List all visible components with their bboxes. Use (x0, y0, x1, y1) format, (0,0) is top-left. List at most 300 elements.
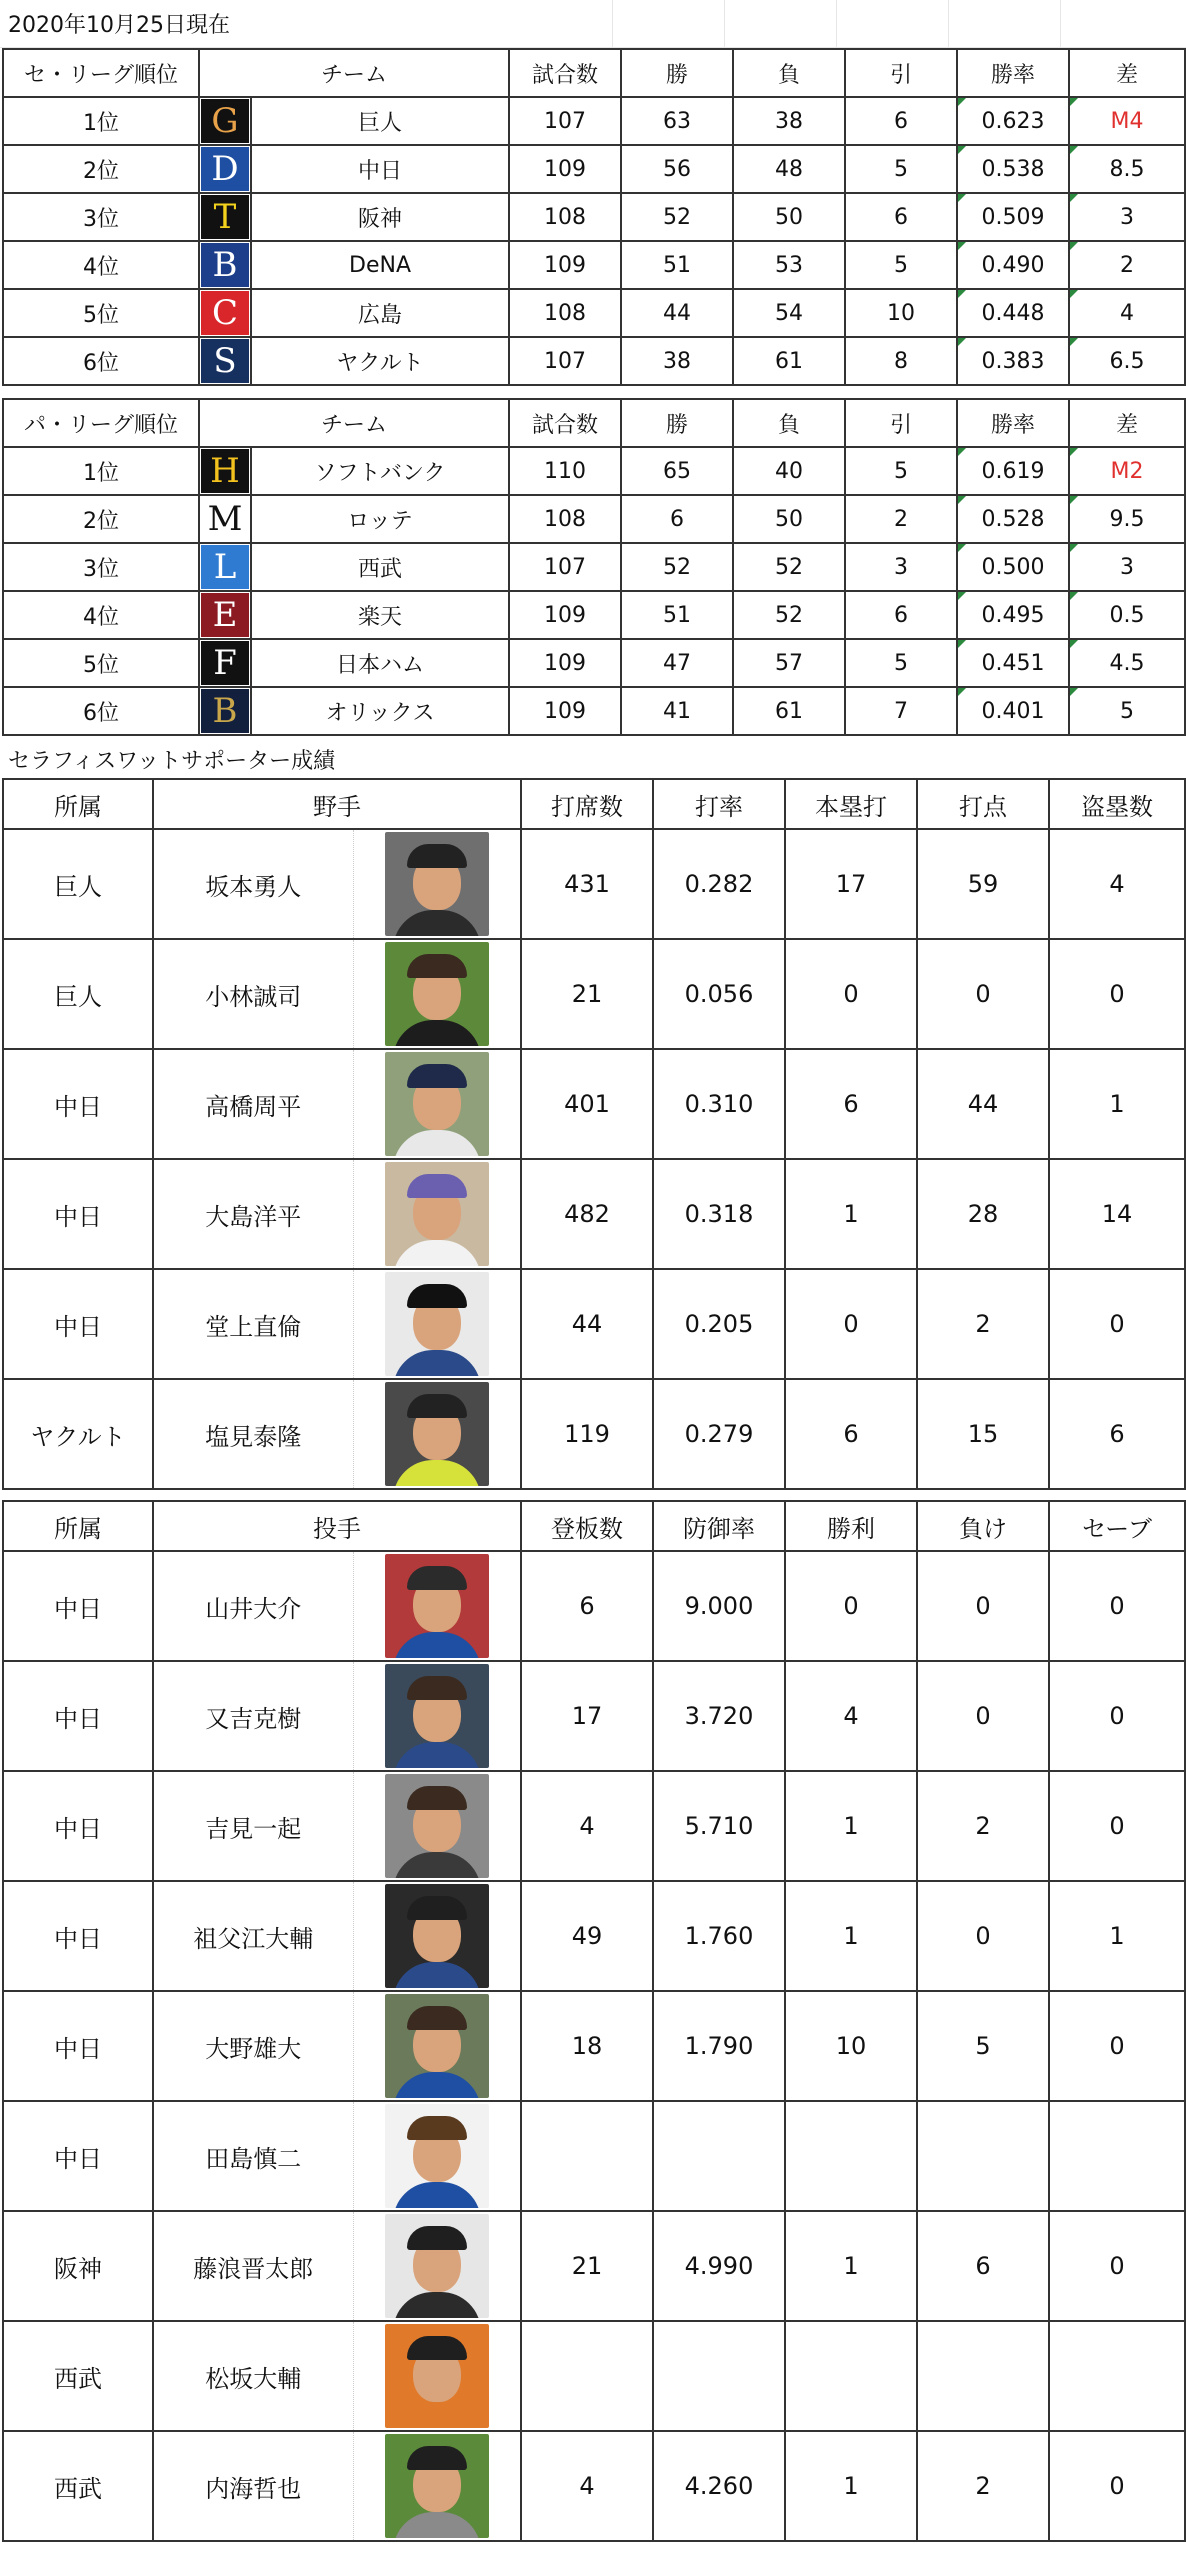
team-name-cell: 楽天 (251, 591, 509, 639)
player-photo-cell (353, 1379, 521, 1489)
stat-cell-5: 4 (1049, 829, 1185, 939)
wins-cell: 63 (621, 97, 733, 145)
wins-cell: 51 (621, 241, 733, 289)
player-name-cell: 大野雄大 (153, 1991, 353, 2101)
stat-cell-3: 0 (785, 1269, 917, 1379)
rank-cell: 1位 (3, 447, 199, 495)
losses-cell: 52 (733, 591, 845, 639)
player-name-cell: 山井大介 (153, 1551, 353, 1661)
draws-cell: 5 (845, 241, 957, 289)
header-rbi: 打点 (917, 779, 1049, 829)
stat-cell-4: 44 (917, 1049, 1049, 1159)
player-name-cell: 堂上直倫 (153, 1269, 353, 1379)
stat-cell-2: 0.279 (653, 1379, 785, 1489)
header-wins: 勝利 (785, 1501, 917, 1551)
header-player: 野手 (153, 779, 521, 829)
team-logo-icon: B (201, 243, 249, 287)
team-logo-cell (199, 97, 251, 145)
team-name-cell: ヤクルト (251, 337, 509, 385)
stat-cell-3: 1 (785, 1159, 917, 1269)
header-pct: 勝率 (957, 399, 1069, 447)
stat-cell-4 (917, 2101, 1049, 2211)
player-photo (385, 1994, 489, 2098)
draws-cell: 8 (845, 337, 957, 385)
affiliation-cell: 中日 (3, 1049, 153, 1159)
player-photo-cell (353, 2321, 521, 2431)
player-photo-cell (353, 1881, 521, 1991)
stat-cell-4: 0 (917, 1551, 1049, 1661)
player-name-cell: 内海哲也 (153, 2431, 353, 2541)
player-photo-cell (353, 1551, 521, 1661)
stat-cell-5: 0 (1049, 939, 1185, 1049)
draws-cell: 5 (845, 145, 957, 193)
games-behind-cell: 4.5 (1069, 639, 1185, 687)
stat-cell-4: 0 (917, 1881, 1049, 1991)
win-pct-cell: 0.490 (957, 241, 1069, 289)
standings-row (3, 687, 1185, 735)
stat-cell-2: 0.205 (653, 1269, 785, 1379)
team-logo-cell (199, 145, 251, 193)
header-appearances: 登板数 (521, 1501, 653, 1551)
draws-cell: 10 (845, 289, 957, 337)
stat-cell-2: 4.990 (653, 2211, 785, 2321)
player-name-cell: 藤浪晋太郎 (153, 2211, 353, 2321)
team-logo-cell (199, 241, 251, 289)
header-losses: 負 (733, 399, 845, 447)
standings-row (3, 543, 1185, 591)
team-name-cell: 広島 (251, 289, 509, 337)
player-photo (385, 1884, 489, 1988)
player-name-cell: 田島慎二 (153, 2101, 353, 2211)
stat-cell-3: 17 (785, 829, 917, 939)
wins-cell: 44 (621, 289, 733, 337)
wins-cell: 52 (621, 543, 733, 591)
pacific-league-standings (2, 398, 1186, 736)
stat-cell-1: 119 (521, 1379, 653, 1489)
pitchers-header-row (3, 1501, 1185, 1551)
standings-row (3, 289, 1185, 337)
player-photo-cell (353, 829, 521, 939)
header-affiliation: 所属 (3, 779, 153, 829)
player-name-cell: 高橋周平 (153, 1049, 353, 1159)
rank-cell: 2位 (3, 495, 199, 543)
games-cell: 109 (509, 145, 621, 193)
win-pct-cell: 0.383 (957, 337, 1069, 385)
stat-cell-4: 2 (917, 1269, 1049, 1379)
stat-cell-5: 0 (1049, 1269, 1185, 1379)
stat-cell-2: 1.760 (653, 1881, 785, 1991)
win-pct-cell: 0.401 (957, 687, 1069, 735)
player-row (3, 2431, 1185, 2541)
stat-cell-2: 0.318 (653, 1159, 785, 1269)
central-league-standings (2, 48, 1186, 386)
player-row (3, 2211, 1185, 2321)
rank-cell: 2位 (3, 145, 199, 193)
draws-cell: 6 (845, 193, 957, 241)
affiliation-cell: 中日 (3, 1551, 153, 1661)
player-name-cell: 大島洋平 (153, 1159, 353, 1269)
stat-cell-5: 0 (1049, 2431, 1185, 2541)
affiliation-cell: 巨人 (3, 939, 153, 1049)
stat-cell-2: 9.000 (653, 1551, 785, 1661)
affiliation-cell: 西武 (3, 2321, 153, 2431)
team-name-cell: 日本ハム (251, 639, 509, 687)
stat-cell-2: 4.260 (653, 2431, 785, 2541)
batters-stats-table (2, 778, 1186, 1490)
win-pct-cell: 0.509 (957, 193, 1069, 241)
player-photo-cell (353, 2431, 521, 2541)
win-pct-cell: 0.538 (957, 145, 1069, 193)
stat-cell-3: 0 (785, 1551, 917, 1661)
player-photo (385, 832, 489, 936)
stat-cell-1 (521, 2101, 653, 2211)
stat-cell-2: 3.720 (653, 1661, 785, 1771)
affiliation-cell: 中日 (3, 1771, 153, 1881)
stat-cell-5: 0 (1049, 2211, 1185, 2321)
wins-cell: 6 (621, 495, 733, 543)
player-name-cell: 坂本勇人 (153, 829, 353, 939)
draws-cell: 2 (845, 495, 957, 543)
player-photo (385, 1272, 489, 1376)
player-name-cell: 祖父江大輔 (153, 1881, 353, 1991)
affiliation-cell: 巨人 (3, 829, 153, 939)
wins-cell: 52 (621, 193, 733, 241)
team-name-cell: 阪神 (251, 193, 509, 241)
games-behind-cell: 5 (1069, 687, 1185, 735)
stat-cell-1: 21 (521, 939, 653, 1049)
standings-row (3, 193, 1185, 241)
team-name-cell: 中日 (251, 145, 509, 193)
player-photo-cell (353, 1159, 521, 1269)
games-cell: 109 (509, 591, 621, 639)
losses-cell: 61 (733, 337, 845, 385)
wins-cell: 47 (621, 639, 733, 687)
affiliation-cell: 中日 (3, 1991, 153, 2101)
stat-cell-1: 49 (521, 1881, 653, 1991)
stat-cell-2: 0.056 (653, 939, 785, 1049)
header-pitcher: 投手 (153, 1501, 521, 1551)
player-row (3, 829, 1185, 939)
header-games: 試合数 (509, 49, 621, 97)
header-affiliation: 所属 (3, 1501, 153, 1551)
player-photo-cell (353, 2101, 521, 2211)
header-wins: 勝 (621, 49, 733, 97)
draws-cell: 5 (845, 639, 957, 687)
stat-cell-3: 0 (785, 939, 917, 1049)
stat-cell-5: 6 (1049, 1379, 1185, 1489)
stat-cell-2 (653, 2321, 785, 2431)
stat-cell-4: 59 (917, 829, 1049, 939)
affiliation-cell: 中日 (3, 1661, 153, 1771)
wins-cell: 65 (621, 447, 733, 495)
pitchers-stats-table (2, 1500, 1186, 2542)
win-pct-cell: 0.619 (957, 447, 1069, 495)
header-gb: 差 (1069, 49, 1185, 97)
player-photo-cell (353, 1661, 521, 1771)
stat-cell-1: 482 (521, 1159, 653, 1269)
affiliation-cell: 中日 (3, 2101, 153, 2211)
rank-cell: 3位 (3, 193, 199, 241)
player-photo (385, 1554, 489, 1658)
player-name-cell: 松坂大輔 (153, 2321, 353, 2431)
games-cell: 108 (509, 495, 621, 543)
stat-cell-4: 28 (917, 1159, 1049, 1269)
player-row (3, 939, 1185, 1049)
team-logo-cell (199, 447, 251, 495)
team-logo-cell (199, 289, 251, 337)
stat-cell-4 (917, 2321, 1049, 2431)
rank-cell: 6位 (3, 687, 199, 735)
affiliation-cell: 中日 (3, 1159, 153, 1269)
player-photo (385, 1052, 489, 1156)
header-draws: 引 (845, 399, 957, 447)
player-row (3, 2321, 1185, 2431)
player-photo (385, 942, 489, 1046)
header-wins: 勝 (621, 399, 733, 447)
stat-cell-5: 0 (1049, 1771, 1185, 1881)
games-cell: 107 (509, 97, 621, 145)
losses-cell: 53 (733, 241, 845, 289)
header-draws: 引 (845, 49, 957, 97)
team-name-cell: ロッテ (251, 495, 509, 543)
team-name-cell: 西武 (251, 543, 509, 591)
header-stolen-bases: 盗塁数 (1049, 779, 1185, 829)
header-era: 防御率 (653, 1501, 785, 1551)
date-header: 2020年10月25日現在 (0, 0, 500, 48)
player-row (3, 1379, 1185, 1489)
player-row (3, 1771, 1185, 1881)
central-header-row (3, 49, 1185, 97)
player-row (3, 1661, 1185, 1771)
team-logo-icon: H (201, 449, 249, 493)
stat-cell-5: 1 (1049, 1881, 1185, 1991)
games-behind-cell: 3 (1069, 193, 1185, 241)
player-photo (385, 1382, 489, 1486)
player-row (3, 1881, 1185, 1991)
games-cell: 109 (509, 241, 621, 289)
stat-cell-1: 21 (521, 2211, 653, 2321)
player-photo-cell (353, 1049, 521, 1159)
player-row (3, 1049, 1185, 1159)
team-logo-cell (199, 639, 251, 687)
losses-cell: 52 (733, 543, 845, 591)
stat-cell-3: 6 (785, 1379, 917, 1489)
player-photo (385, 2104, 489, 2208)
stat-cell-1: 4 (521, 1771, 653, 1881)
player-name-cell: 吉見一起 (153, 1771, 353, 1881)
team-logo-icon: C (201, 291, 249, 335)
stat-cell-5: 14 (1049, 1159, 1185, 1269)
player-name-cell: 又吉克樹 (153, 1661, 353, 1771)
affiliation-cell: 西武 (3, 2431, 153, 2541)
player-photo (385, 1774, 489, 1878)
losses-cell: 50 (733, 495, 845, 543)
stat-cell-1: 401 (521, 1049, 653, 1159)
games-behind-cell: 6.5 (1069, 337, 1185, 385)
team-logo-icon: F (201, 641, 249, 685)
player-photo-cell (353, 1991, 521, 2101)
team-logo-cell (199, 495, 251, 543)
team-logo-icon: S (201, 339, 249, 383)
magic-number-cell: M4 (1069, 97, 1185, 145)
stat-cell-2: 0.282 (653, 829, 785, 939)
player-row (3, 2101, 1185, 2211)
team-logo-cell (199, 687, 251, 735)
rank-cell: 5位 (3, 639, 199, 687)
header-games: 試合数 (509, 399, 621, 447)
header-saves: セーブ (1049, 1501, 1185, 1551)
win-pct-cell: 0.448 (957, 289, 1069, 337)
games-cell: 108 (509, 193, 621, 241)
games-behind-cell: 3 (1069, 543, 1185, 591)
stat-cell-1: 6 (521, 1551, 653, 1661)
rank-cell: 4位 (3, 241, 199, 289)
stat-cell-4: 15 (917, 1379, 1049, 1489)
stat-cell-4: 0 (917, 1661, 1049, 1771)
stat-cell-5: 0 (1049, 1991, 1185, 2101)
stat-cell-1: 431 (521, 829, 653, 939)
stat-cell-3 (785, 2321, 917, 2431)
draws-cell: 6 (845, 97, 957, 145)
affiliation-cell: ヤクルト (3, 1379, 153, 1489)
header-rank: パ・リーグ順位 (3, 399, 199, 447)
header-home-runs: 本塁打 (785, 779, 917, 829)
stat-cell-5: 0 (1049, 1551, 1185, 1661)
rank-cell: 1位 (3, 97, 199, 145)
stat-cell-5 (1049, 2101, 1185, 2211)
rank-cell: 3位 (3, 543, 199, 591)
games-behind-cell: 4 (1069, 289, 1185, 337)
team-name-cell: オリックス (251, 687, 509, 735)
losses-cell: 54 (733, 289, 845, 337)
draws-cell: 6 (845, 591, 957, 639)
stat-cell-3: 1 (785, 2211, 917, 2321)
losses-cell: 61 (733, 687, 845, 735)
stat-cell-4: 2 (917, 1771, 1049, 1881)
win-pct-cell: 0.495 (957, 591, 1069, 639)
standings-row (3, 447, 1185, 495)
standings-row (3, 591, 1185, 639)
win-pct-cell: 0.451 (957, 639, 1069, 687)
player-row (3, 1159, 1185, 1269)
rank-cell: 5位 (3, 289, 199, 337)
win-pct-cell: 0.528 (957, 495, 1069, 543)
standings-row (3, 145, 1185, 193)
stat-cell-3: 1 (785, 1881, 917, 1991)
team-logo-icon: B (201, 689, 249, 733)
standings-row (3, 97, 1185, 145)
wins-cell: 41 (621, 687, 733, 735)
team-logo-cell (199, 543, 251, 591)
stat-cell-3: 10 (785, 1991, 917, 2101)
stat-cell-4: 0 (917, 939, 1049, 1049)
stat-cell-3: 1 (785, 2431, 917, 2541)
header-gb: 差 (1069, 399, 1185, 447)
player-photo-cell (353, 2211, 521, 2321)
games-cell: 110 (509, 447, 621, 495)
team-logo-icon: T (201, 195, 249, 239)
team-logo-icon: L (201, 545, 249, 589)
team-logo-cell (199, 337, 251, 385)
team-logo-cell (199, 591, 251, 639)
team-name-cell: DeNA (251, 241, 509, 289)
stat-cell-1: 44 (521, 1269, 653, 1379)
player-photo (385, 2214, 489, 2318)
team-logo-cell (199, 193, 251, 241)
player-row (3, 1991, 1185, 2101)
player-photo (385, 2324, 489, 2428)
player-photo (385, 1664, 489, 1768)
games-behind-cell: 9.5 (1069, 495, 1185, 543)
losses-cell: 40 (733, 447, 845, 495)
losses-cell: 57 (733, 639, 845, 687)
header-losses: 負け (917, 1501, 1049, 1551)
header-plate-appearances: 打席数 (521, 779, 653, 829)
batters-header-row (3, 779, 1185, 829)
magic-number-cell: M2 (1069, 447, 1185, 495)
games-cell: 108 (509, 289, 621, 337)
player-photo-cell (353, 939, 521, 1049)
team-logo-icon: M (201, 497, 249, 541)
header-losses: 負 (733, 49, 845, 97)
games-cell: 107 (509, 337, 621, 385)
standings-row (3, 639, 1185, 687)
player-name-cell: 小林誠司 (153, 939, 353, 1049)
standings-row (3, 495, 1185, 543)
header-rank: セ・リーグ順位 (3, 49, 199, 97)
games-cell: 107 (509, 543, 621, 591)
stat-cell-5 (1049, 2321, 1185, 2431)
player-photo-cell (353, 1269, 521, 1379)
stat-cell-2: 5.710 (653, 1771, 785, 1881)
losses-cell: 50 (733, 193, 845, 241)
stat-cell-1: 17 (521, 1661, 653, 1771)
stat-cell-1 (521, 2321, 653, 2431)
stat-cell-4: 5 (917, 1991, 1049, 2101)
standings-row (3, 337, 1185, 385)
header-team: チーム (199, 49, 509, 97)
stat-cell-5: 1 (1049, 1049, 1185, 1159)
player-row (3, 1551, 1185, 1661)
stat-cell-5: 0 (1049, 1661, 1185, 1771)
header-batting-average: 打率 (653, 779, 785, 829)
player-name-cell: 塩見泰隆 (153, 1379, 353, 1489)
team-logo-icon: D (201, 147, 249, 191)
player-row (3, 1269, 1185, 1379)
team-logo-icon: E (201, 593, 249, 637)
draws-cell: 7 (845, 687, 957, 735)
games-behind-cell: 8.5 (1069, 145, 1185, 193)
games-cell: 109 (509, 639, 621, 687)
draws-cell: 3 (845, 543, 957, 591)
stat-cell-3 (785, 2101, 917, 2211)
games-behind-cell: 0.5 (1069, 591, 1185, 639)
affiliation-cell: 中日 (3, 1269, 153, 1379)
affiliation-cell: 中日 (3, 1881, 153, 1991)
win-pct-cell: 0.500 (957, 543, 1069, 591)
header-team: チーム (199, 399, 509, 447)
wins-cell: 51 (621, 591, 733, 639)
games-behind-cell: 2 (1069, 241, 1185, 289)
team-logo-icon: G (201, 99, 249, 143)
stat-cell-1: 4 (521, 2431, 653, 2541)
team-name-cell: ソフトバンク (251, 447, 509, 495)
date-header-row (0, 0, 1186, 48)
stat-cell-3: 4 (785, 1661, 917, 1771)
stat-cell-3: 6 (785, 1049, 917, 1159)
games-cell: 109 (509, 687, 621, 735)
standings-row (3, 241, 1185, 289)
